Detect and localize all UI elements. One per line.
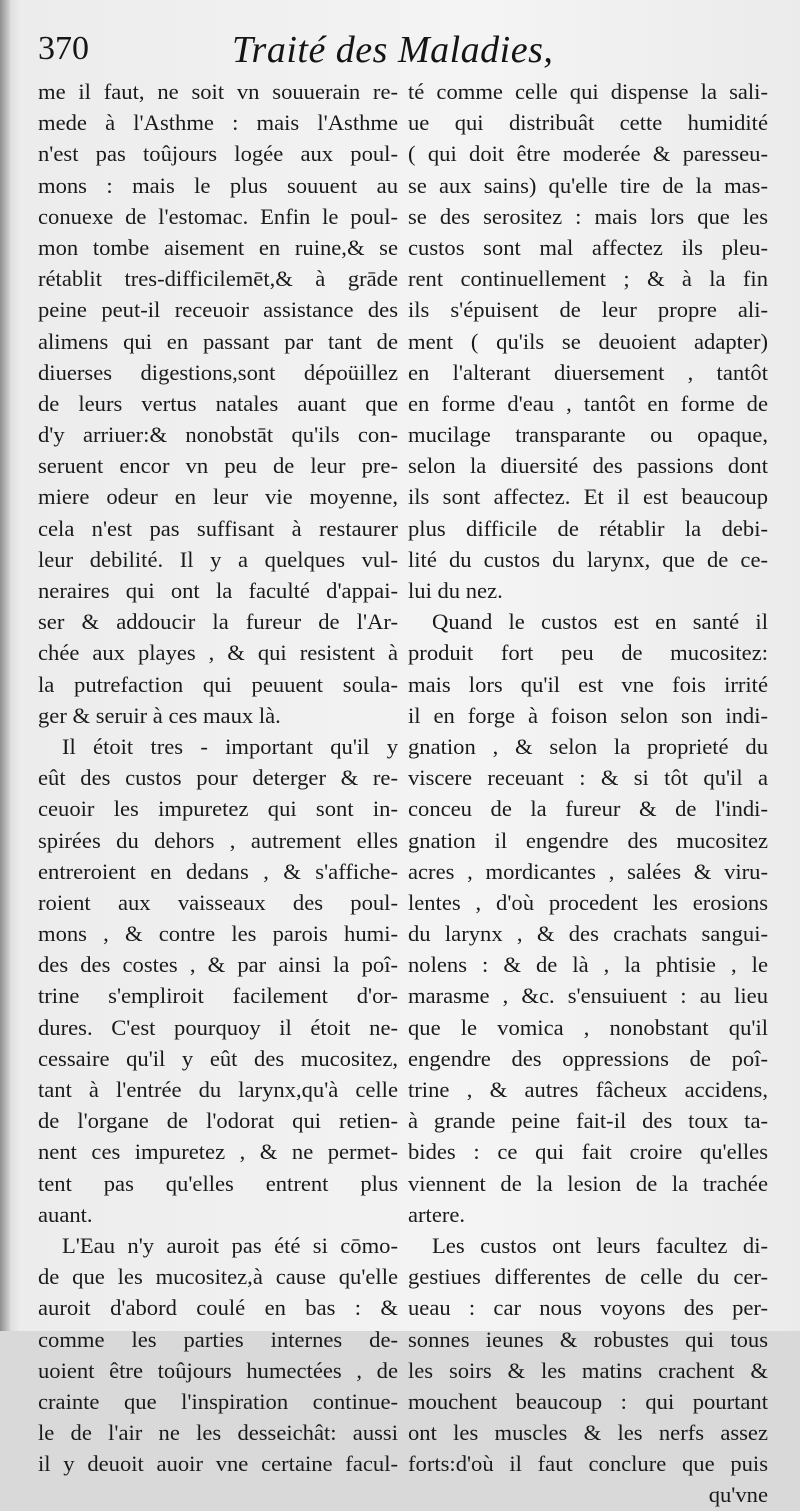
text-line: comme les parties internes de- (38, 1326, 398, 1352)
text-line: roient aux vaisseaux des poul- (38, 889, 398, 915)
text-line: Il étoit tres - important qu'il y (62, 733, 398, 759)
text-line: miere odeur en leur vie moyenne, (38, 484, 398, 510)
text-line: eût des custos pour deterger & re- (38, 765, 398, 791)
text-line: spirées du dehors , autrement elles (38, 827, 398, 853)
text-line: auant. (38, 1201, 93, 1227)
text-line: il y deuoit auoir vne certaine facul- (38, 1451, 398, 1477)
text-line: neraires qui ont la faculté d'appai- (38, 578, 398, 603)
text-line: ils sont affectez. Et il est beaucoup (408, 484, 768, 510)
text-line: mais lors qu'il est vne fois irrité (408, 671, 768, 697)
text-line: produit fort peu de mucositez: (408, 640, 768, 666)
running-title: Traité des Maladies, (232, 29, 554, 71)
page-number: 370 (38, 30, 89, 67)
text-line: leur debilité. Il y a quelques vul- (38, 546, 398, 572)
text-line: le de l'air ne les desseichât: aussi (38, 1420, 398, 1446)
text-line: forts:d'où il faut conclure que puis (408, 1451, 768, 1477)
text-line: les soirs & les matins crachent & (408, 1357, 768, 1383)
text-line: ueau : car nous voyons des per- (408, 1295, 768, 1321)
text-line: lui du nez. (408, 578, 503, 603)
text-line: peine peut-il receuoir assistance des (38, 297, 398, 323)
text-line: té comme celle qui dispense la sali- (408, 79, 768, 104)
text-line: trine s'empliroit facilement d'or- (38, 983, 398, 1009)
text-line: lentes , d'où procedent les erosions (408, 889, 768, 915)
text-line: artere. (408, 1201, 466, 1227)
text-line: ( qui doit être moderée & paresseu- (408, 141, 768, 167)
text-line: Les custos ont leurs facultez di- (432, 1232, 768, 1258)
text-line: L'Eau n'y auroit pas été si cōmo- (62, 1232, 398, 1258)
text-line: mucilage transparante ou opaque, (408, 422, 768, 448)
text-line: selon la diuersité des passions dont (408, 453, 768, 479)
text-line: lité du custos du larynx, que de ce- (408, 546, 768, 572)
text-line: Quand le custos est en santé il (432, 609, 768, 635)
text-line: ceuoir les impuretez qui sont in- (38, 796, 398, 822)
text-line: plus difficile de rétablir la debi- (408, 515, 768, 541)
text-line: sonnes ieunes & robustes qui tous (408, 1326, 768, 1352)
text-line: mons : mais le plus souuent au (38, 172, 398, 198)
text-line: dures. C'est pourquoy il étoit ne- (38, 1014, 398, 1040)
text-line: mons , & contre les parois humi- (38, 921, 398, 947)
text-line: engendre des oppressions de poî- (408, 1045, 768, 1071)
text-line: en l'alterant diuersement , tantôt (408, 359, 768, 385)
text-line: chée aux playes , & qui resistent à (38, 640, 398, 666)
text-line: d'y arriuer:& nonobstāt qu'ils con- (38, 422, 398, 448)
text-line: il en forge à foison selon son indi- (408, 702, 768, 728)
text-line: gnation , & selon la proprieté du (408, 733, 768, 759)
text-line: de l'organe de l'odorat qui retien- (38, 1108, 398, 1134)
text-line: trine , & autres fâcheux accidens, (408, 1077, 768, 1102)
text-line: diuerses digestions,sont dépoüillez (38, 359, 398, 385)
text-line: gestiues differentes de celle du cer- (408, 1264, 768, 1290)
text-line: du larynx , & des crachats sangui- (408, 921, 768, 947)
text-line: cessaire qu'il y eût des mucositez, (38, 1045, 398, 1071)
text-line: me il faut, ne soit vn souuerain re- (38, 79, 398, 104)
text-line: rétablit tres-difficilemēt,& à grāde (38, 266, 398, 292)
catchword: qu'vne (708, 1482, 768, 1508)
text-line: ger & seruir à ces maux là. (38, 702, 281, 728)
text-line: des des costes , & par ainsi la poî- (38, 952, 398, 978)
text-line: nent ces impuretez , & ne permet- (38, 1139, 398, 1165)
text-line: se aux sains) qu'elle tire de la mas- (408, 172, 768, 198)
text-line: custos sont mal affectez ils pleu- (408, 234, 768, 260)
text-line: crainte que l'inspiration continue- (38, 1388, 398, 1414)
text-line: seruent encor vn peu de leur pre- (38, 453, 398, 479)
text-line: rent continuellement ; & à la fin (408, 266, 768, 292)
text-line: ue qui distribuât cette humidité (408, 110, 768, 136)
text-line: conceu de la fureur & de l'indi- (408, 796, 768, 822)
text-line: tant à l'entrée du larynx,qu'à celle (38, 1077, 398, 1102)
text-line: acres , mordicantes , salées & viru- (408, 858, 768, 884)
text-line: de que les mucositez,à cause qu'elle (38, 1264, 398, 1290)
text-line: ils s'épuisent de leur propre ali- (408, 297, 768, 323)
text-line: ment ( qu'ils se deuoient adapter) (408, 328, 768, 354)
text-line: viscere receuant : & si tôt qu'il a (408, 765, 768, 791)
text-line: n'est pas toûjours logée aux poul- (38, 141, 398, 167)
text-line: mouchent beaucoup : qui pourtant (408, 1388, 768, 1414)
page-header (36, 24, 766, 78)
text-line: se des serositez : mais lors que les (408, 203, 768, 229)
text-line: mon tombe aisement en ruine,& se (38, 234, 398, 260)
text-line: ont les muscles & les nerfs assez (408, 1420, 768, 1446)
text-line: viennent de la lesion de la trachée (408, 1170, 768, 1196)
text-line: de leurs vertus natales auant que (38, 390, 398, 416)
text-line: en forme d'eau , tantôt en forme de (408, 390, 768, 416)
text-line: entreroient en dedans , & s'affiche- (38, 858, 398, 884)
text-line: uoient être toûjours humectées , de (38, 1357, 398, 1383)
text-line: que le vomica , nonobstant qu'il (408, 1014, 768, 1040)
text-line: nolens : & de là , la phtisie , le (408, 952, 768, 978)
text-line: bides : ce qui fait croire qu'elles (408, 1139, 768, 1165)
text-line: la putrefaction qui peuuent soula- (38, 671, 398, 697)
text-line: conuexe de l'estomac. Enfin le poul- (38, 203, 398, 229)
text-line: gnation il engendre des mucositez (408, 827, 768, 853)
text-line: alimens qui en passant par tant de (38, 328, 398, 354)
text-line: marasme , &c. s'ensuiuent : au lieu (408, 983, 768, 1009)
text-line: à grande peine fait-il des toux ta- (408, 1108, 768, 1134)
text-line: auroit d'abord coulé en bas : & (38, 1295, 398, 1321)
left-text-column (38, 76, 398, 1479)
text-line: mede à l'Asthme : mais l'Asthme (38, 110, 398, 136)
text-line: ser & addoucir la fureur de l'Ar- (38, 609, 398, 635)
page-gutter-shadow (0, 0, 10, 1331)
right-text-column (408, 76, 768, 1511)
text-line: cela n'est pas suffisant à restaurer (38, 515, 398, 541)
text-line: tent pas qu'elles entrent plus (38, 1170, 398, 1196)
